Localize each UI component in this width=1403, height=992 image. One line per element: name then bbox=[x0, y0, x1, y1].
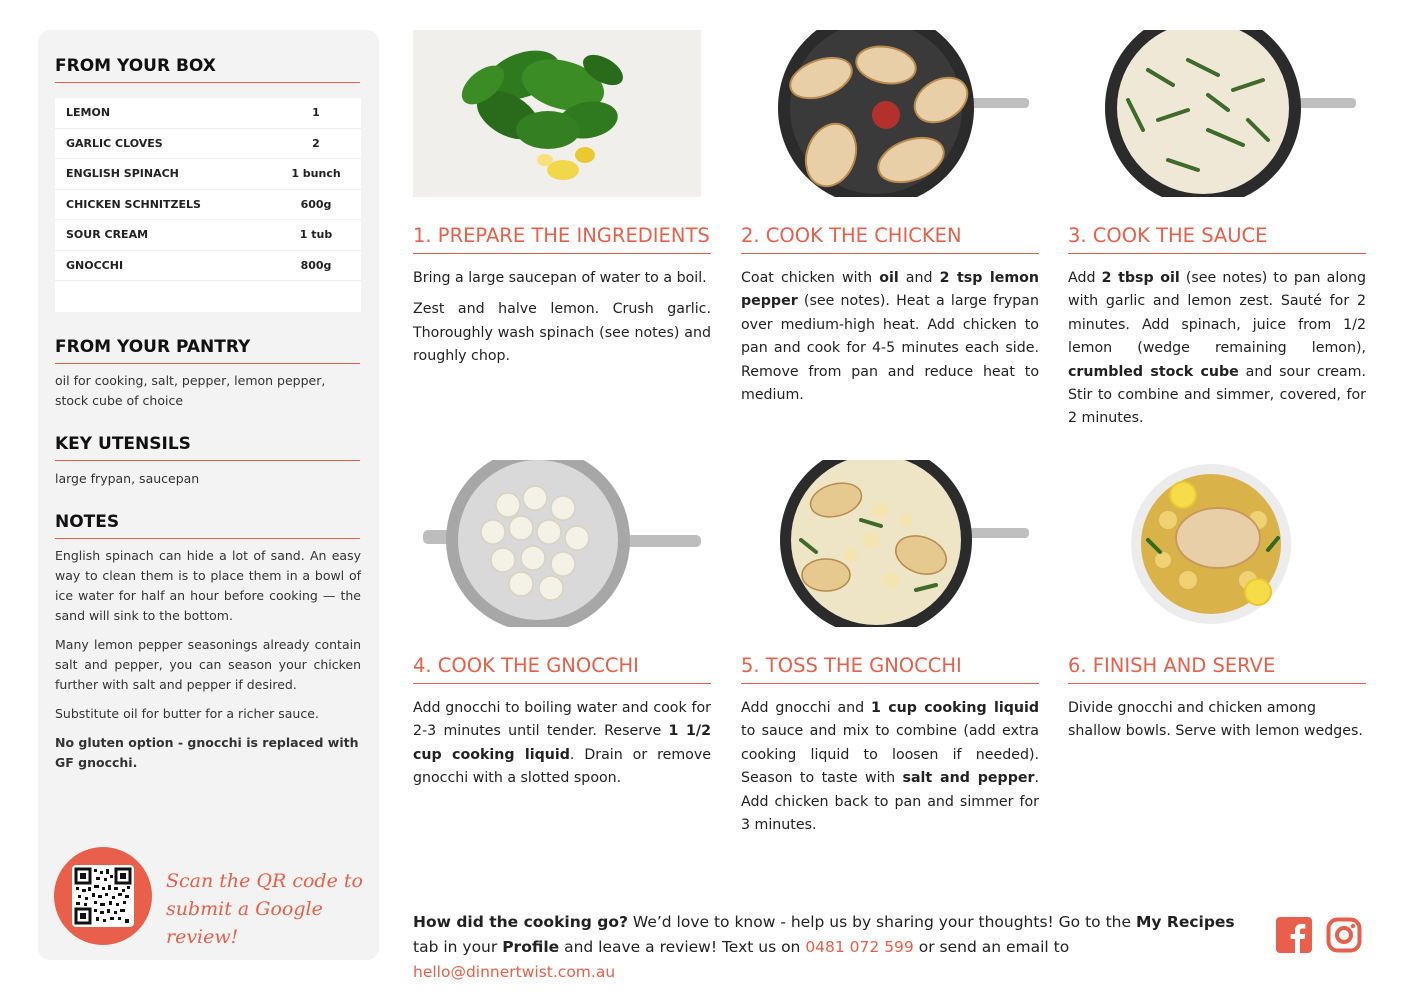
ingredient-name: CHICKEN SCHNITZELS bbox=[66, 197, 201, 211]
step-ingredient: 1 1/2 cup cooking liquid bbox=[413, 723, 711, 763]
note-item: No gluten option - gnocchi is replaced with GF gnocchi. bbox=[55, 735, 359, 770]
table-row bbox=[55, 220, 361, 251]
notes-heading: NOTES bbox=[55, 512, 360, 539]
table-row bbox=[55, 251, 361, 282]
ingredient-qty: 600g bbox=[300, 197, 332, 211]
step-ingredient: salt and pepper bbox=[902, 770, 1035, 787]
pantry-heading: FROM YOUR PANTRY bbox=[55, 337, 360, 364]
table-row bbox=[55, 129, 361, 160]
ingredient-name: GARLIC CLOVES bbox=[66, 136, 163, 150]
step-3-title: 3. COOK THE SAUCE bbox=[1068, 224, 1366, 254]
ingredient-qty: 1 tub bbox=[299, 228, 333, 242]
step-text: and sour cream. Stir to combine and simmer, covered, for 2 minutes. bbox=[1068, 363, 1366, 427]
step-2-body bbox=[741, 267, 1039, 407]
qr-review-prompt bbox=[166, 867, 366, 951]
step-text: (see notes). Heat a large frypan over medium-high heat. Add chicken to pan and cook for 4-5 minutes each side. Remove from pan and reduce heat to medium. bbox=[741, 293, 1039, 404]
step-text: Add gnocchi to boiling water and cook for 2-3 minutes until tender. Reserve bbox=[413, 700, 711, 740]
ingredient-qty: 1 bbox=[312, 106, 320, 120]
step-text: Bring a large saucepan of water to a boil. bbox=[413, 270, 707, 286]
step-4-photo bbox=[413, 460, 701, 627]
step-4-title: 4. COOK THE GNOCCHI bbox=[413, 654, 711, 684]
step-text: Add gnocchi and bbox=[741, 700, 872, 716]
step-3-body bbox=[1068, 267, 1366, 431]
step-2-title: 2. COOK THE CHICKEN bbox=[741, 224, 1039, 254]
step-text: (see notes) to pan along with garlic and lemon zest. Sauté for 2 minutes. Add spinach, juice from 1/2 lemon (wedge remaining lemon), bbox=[1068, 270, 1366, 357]
from-your-box-heading: FROM YOUR BOX bbox=[55, 56, 360, 83]
footer-text: or send an email to bbox=[913, 938, 1070, 956]
ingredient-qty: 2 bbox=[312, 136, 320, 150]
ingredient-name: ENGLISH SPINACH bbox=[66, 167, 179, 181]
step-text: Coat chicken with bbox=[741, 270, 880, 286]
footer-text: and leave a review! Text us on bbox=[559, 938, 806, 956]
step-6-title: 6. FINISH AND SERVE bbox=[1068, 654, 1366, 684]
step-text: Divide gnocchi and chicken among shallow bowls. Serve with lemon wedges. bbox=[1068, 700, 1363, 740]
note-item: English spinach can hide a lot of sand. An easy way to clean them is to place them in a bowl of ice water for half an hour before cooking — the sand will sink to the bottom. bbox=[55, 548, 361, 623]
step-text: to sauce and mix to combine (add extra cooking liquid to loosen if needed). Season to taste with bbox=[741, 723, 1039, 787]
footer-text: tab in your bbox=[413, 938, 503, 956]
step-3-photo bbox=[1068, 30, 1356, 197]
step-6-photo bbox=[1068, 460, 1356, 627]
step-5-body bbox=[741, 697, 1039, 837]
step-1-body bbox=[413, 267, 711, 377]
step-text: . Add chicken back to pan and simmer for 3 minutes. bbox=[741, 770, 1039, 834]
step-ingredient: 2 tsp lemon pepper bbox=[741, 270, 1040, 310]
step-ingredient: oil bbox=[879, 270, 899, 286]
step-6-body bbox=[1068, 697, 1366, 744]
qr-text-line: Scan the QR code to bbox=[166, 870, 363, 892]
step-text: Add bbox=[1068, 270, 1102, 286]
phone-link[interactable]: 0481 072 599 bbox=[805, 938, 914, 956]
step-text: . Drain or remove gnocchi with a slotted spoon. bbox=[413, 746, 711, 787]
ingredient-name: GNOCCHI bbox=[66, 258, 124, 272]
qr-code[interactable] bbox=[72, 865, 134, 927]
note-item: Substitute oil for butter for a richer sauce. bbox=[55, 706, 319, 721]
step-text: Zest and halve lemon. Crush garlic. Thoroughly wash spinach (see notes) and roughly chop. bbox=[413, 301, 711, 365]
note-item: Many lemon pepper seasonings already contain salt and pepper, you can season your chicken further with salt and pepper if desired. bbox=[55, 637, 361, 692]
step-5-title: 5. TOSS THE GNOCCHI bbox=[741, 654, 1039, 684]
ingredient-qty: 800g bbox=[300, 258, 332, 272]
instagram-icon[interactable] bbox=[1326, 917, 1362, 953]
ingredients-sidebar bbox=[38, 30, 379, 960]
step-4-body bbox=[413, 697, 711, 791]
ingredient-name: SOUR CREAM bbox=[66, 228, 149, 242]
profile-link[interactable]: Profile bbox=[502, 938, 560, 956]
utensils-heading: KEY UTENSILS bbox=[55, 434, 360, 461]
step-ingredient: 2 tbsp oil bbox=[1101, 270, 1180, 286]
pantry-text: oil for cooking, salt, pepper, lemon pepper, stock cube of choice bbox=[55, 373, 326, 408]
ingredient-qty: 1 bunch bbox=[291, 167, 341, 181]
facebook-icon[interactable] bbox=[1276, 917, 1312, 953]
my-recipes-link[interactable]: My Recipes bbox=[1135, 913, 1235, 931]
step-ingredient: crumbled stock cube bbox=[1068, 363, 1239, 380]
footer-question: How did the cooking go? bbox=[413, 913, 628, 931]
review-footer bbox=[413, 910, 1263, 985]
utensils-text: large frypan, saucepan bbox=[55, 471, 200, 486]
table-row bbox=[55, 159, 361, 190]
ingredient-name: LEMON bbox=[66, 106, 111, 120]
step-text: and bbox=[898, 270, 940, 286]
step-2-photo bbox=[741, 30, 1029, 197]
step-1-title: 1. PREPARE THE INGREDIENTS bbox=[413, 224, 711, 254]
box-ingredients-table bbox=[55, 98, 361, 312]
table-row bbox=[55, 98, 361, 129]
step-ingredient: 1 cup cooking liquid bbox=[871, 700, 1039, 716]
step-1-photo bbox=[413, 30, 701, 197]
qr-text-line: submit a Google review! bbox=[166, 898, 323, 948]
table-row bbox=[55, 190, 361, 221]
footer-text: We’d love to know - help us by sharing your thoughts! Go to the bbox=[627, 913, 1136, 931]
email-link[interactable]: hello@dinnertwist.com.au bbox=[413, 963, 616, 981]
notes-list bbox=[55, 546, 361, 782]
qr-code-badge[interactable] bbox=[54, 847, 152, 945]
step-5-photo bbox=[741, 460, 1029, 627]
